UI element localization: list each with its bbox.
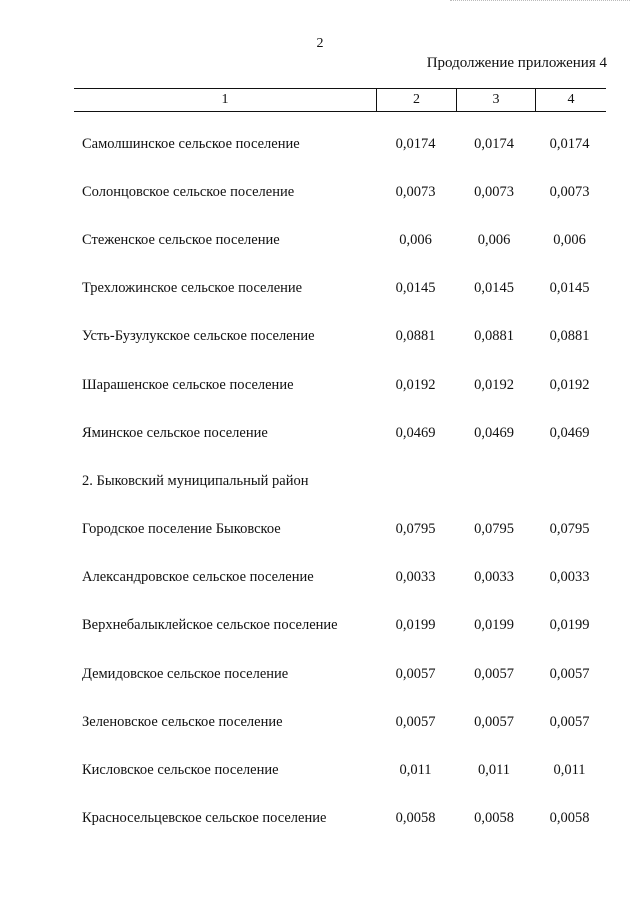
value-col-2: 0,0057 — [395, 665, 436, 682]
value-col-4: 0,0057 — [549, 713, 590, 730]
value-col-3: 0,0145 — [474, 280, 514, 297]
table-row — [74, 216, 606, 264]
value-col-4: 0,0058 — [549, 810, 590, 827]
value-col-3: 0,0073 — [474, 183, 514, 200]
settlement-name: Зеленовское сельское поселение — [82, 713, 283, 730]
table-row — [74, 554, 606, 602]
value-col-3: 0,0057 — [474, 713, 514, 730]
value-col-4: 0,011 — [553, 762, 586, 779]
settlement-name: Яминское сельское поселение — [82, 424, 268, 441]
value-col-2: 0,0199 — [395, 617, 436, 634]
page-number: 2 — [316, 36, 324, 51]
table-row — [74, 313, 606, 361]
value-col-4: 0,0469 — [549, 424, 590, 441]
settlement-name: Кисловское сельское поселение — [82, 762, 279, 779]
value-col-4: 0,0174 — [549, 135, 590, 152]
value-col-4: 0,0057 — [549, 665, 590, 682]
value-col-3: 0,0199 — [474, 617, 514, 634]
value-col-2: 0,0058 — [395, 810, 436, 827]
value-col-4: 0,0073 — [549, 183, 590, 200]
table-row — [74, 746, 606, 794]
header-cell-1: 1 — [74, 89, 377, 111]
settlement-name: Красносельцевское сельское поселение — [82, 810, 327, 827]
value-col-3: 0,0058 — [474, 810, 514, 827]
value-col-3: 0,0057 — [474, 665, 514, 682]
value-col-4: 0,0145 — [549, 280, 590, 297]
value-col-2: 0,0174 — [395, 135, 436, 152]
value-col-2: 0,0057 — [395, 713, 436, 730]
settlement-name: Усть-Бузулукское сельское поселение — [82, 328, 315, 345]
value-col-3: 0,0881 — [474, 328, 514, 345]
value-col-4: 0,0192 — [549, 376, 590, 393]
table-row — [74, 361, 606, 409]
value-col-4: 0,0033 — [549, 569, 590, 586]
value-col-2: 0,0469 — [395, 424, 436, 441]
settlement-name: Солонцовское сельское поселение — [82, 183, 295, 200]
district-heading-row — [74, 457, 606, 505]
district-heading: 2. Быковский муниципальный район — [82, 472, 309, 489]
value-col-4: 0,0881 — [549, 328, 590, 345]
table-row — [74, 795, 606, 843]
table-row — [74, 650, 606, 698]
table-row — [74, 409, 606, 457]
settlement-name: Александровское сельское поселение — [82, 569, 314, 586]
value-col-2: 0,0881 — [395, 328, 436, 345]
value-col-2: 0,011 — [399, 762, 432, 779]
settlement-name: Городское поселение Быковское — [82, 521, 281, 538]
value-col-3: 0,0795 — [474, 521, 514, 538]
settlement-name: Шарашенское сельское поселение — [82, 376, 294, 393]
value-col-4: 0,0795 — [549, 521, 590, 538]
settlement-name: Трехложинское сельское поселение — [82, 280, 303, 297]
value-col-2: 0,0033 — [395, 569, 436, 586]
header-cell-4: 4 — [567, 92, 575, 107]
table-body — [74, 120, 606, 843]
value-col-2: 0,0145 — [395, 280, 436, 297]
value-col-4: 0,0199 — [549, 617, 590, 634]
value-col-2: 0,006 — [399, 231, 432, 248]
settlement-name: Демидовское сельское поселение — [82, 665, 289, 682]
value-col-2: 0,0073 — [395, 183, 436, 200]
value-col-3: 0,0174 — [474, 135, 514, 152]
table-row — [74, 120, 606, 168]
table-row — [74, 698, 606, 746]
table-header — [74, 88, 606, 112]
value-col-3: 0,0469 — [474, 424, 514, 441]
value-col-3: 0,006 — [477, 231, 511, 248]
table-row — [74, 506, 606, 554]
value-col-3: 0,0033 — [474, 569, 514, 586]
settlement-name: Самолшинское сельское поселение — [82, 135, 300, 152]
value-col-2: 0,0192 — [395, 376, 436, 393]
value-col-2: 0,0795 — [395, 521, 436, 538]
table-row — [74, 168, 606, 216]
scan-artifact — [450, 0, 630, 3]
settlement-name: Стеженское сельское поселение — [82, 231, 280, 248]
value-col-4: 0,006 — [553, 231, 586, 248]
table-row — [74, 602, 606, 650]
settlement-name: Верхнебалыклейское сельское поселение — [82, 617, 338, 634]
header-cell-2: 2 — [377, 89, 457, 111]
table-row — [74, 265, 606, 313]
header-cell-3: 3 — [457, 89, 536, 111]
value-col-3: 0,011 — [477, 762, 511, 779]
value-col-3: 0,0192 — [474, 376, 514, 393]
appendix-continuation-label: Продолжение приложения 4 — [426, 55, 607, 71]
